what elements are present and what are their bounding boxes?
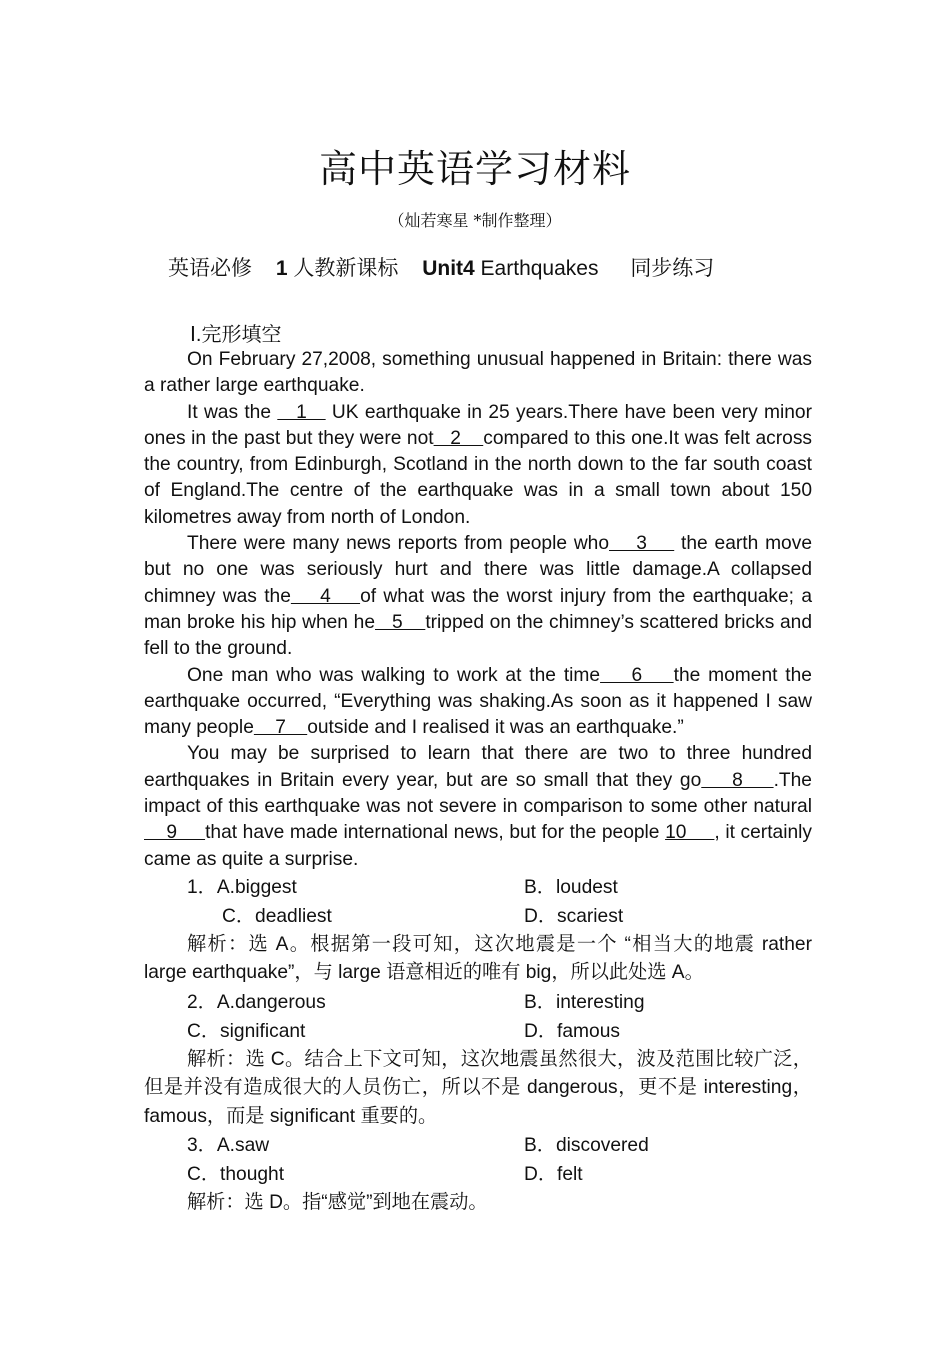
question-2-options-row-1 <box>144 988 812 1017</box>
question-3-explanation: 解析：选 D。指“感觉”到地在震动。 <box>187 1192 488 1214</box>
blank-5: 5 <box>375 611 426 633</box>
subtitle-edition: 人教新课标 <box>287 257 399 280</box>
passage-paragraph-2 <box>144 400 812 531</box>
option-2b: B．interesting <box>524 991 645 1013</box>
cloze-body <box>144 347 812 1218</box>
question-1-options-row-1 <box>144 873 812 902</box>
option-3c: C．thought <box>187 1164 285 1186</box>
question-1-explanation: 解析：选 A。根据第一段可知，这次地震是一个 “相当大的地震 rather large earthquake”，与 large 语意相近的唯有 big，所以此处选 A。 <box>144 933 812 984</box>
blank-3: 3 <box>609 533 675 555</box>
passage-text: One man who was walking to work at the time <box>187 664 601 686</box>
passage-text: You may be surprised to learn that there are two to three hundred earthquakes in Britain every year, but are so small that they go <box>144 743 812 791</box>
passage-paragraph-4 <box>144 663 812 742</box>
blank-9: 9 <box>144 822 206 844</box>
subtitle-volume: 1 <box>275 257 288 280</box>
passage-text: .The impact of this earthquake was not severe in comparison to some other natural <box>144 769 812 818</box>
option-1b: B．loudest <box>524 876 618 898</box>
passage-text: , it certainly came as quite a surprise. <box>144 822 812 870</box>
question-2-options-row-2 <box>144 1017 812 1046</box>
option-3d: D．felt <box>524 1164 583 1186</box>
passage-text: that have made international news, but for the people <box>205 822 666 844</box>
option-3b: B．discovered <box>524 1135 649 1157</box>
passage-paragraph-3 <box>144 531 812 662</box>
blank-4: 4 <box>290 585 361 607</box>
passage-text: of what was the worst injury from the earthquake; a man broke his hip when he <box>144 585 812 633</box>
document-title: 高中英语学习材料 <box>318 147 631 191</box>
option-3a: 3．A.saw <box>187 1135 270 1157</box>
passage-text: There were many news reports from people who <box>187 533 610 555</box>
lesson-subtitle <box>168 252 714 282</box>
option-2d: D．famous <box>524 1020 620 1042</box>
option-1d: D．scariest <box>524 905 624 927</box>
subtitle-course: 英语必修 <box>168 257 252 280</box>
passage-text: outside and I realised it was an earthquake.” <box>307 717 684 739</box>
subtitle-unit: Unit4 <box>422 257 475 280</box>
passage-text: the moment the earthquake occurred, “Everything was shaking.As soon as it happened I saw many people <box>144 664 812 739</box>
question-3-options-row-2 <box>144 1160 812 1189</box>
option-2a: 2．A.dangerous <box>187 991 326 1013</box>
question-3-options-row-1 <box>144 1131 812 1160</box>
passage-text: tripped on the chimney’s scattered bricks and fell to the ground. <box>144 611 812 660</box>
blank-10: 10 <box>665 822 715 844</box>
passage-text: UK earthquake in 25 years.There have been very minor ones in the past but they were not <box>144 401 812 449</box>
option-1c: C．deadliest <box>222 905 332 927</box>
question-1-options-row-2 <box>144 902 812 931</box>
subtitle-unit-name: Earthquakes <box>474 257 599 280</box>
question-2-explanation: 解析：选 C。结合上下文可知，这次地震虽然很大，波及范围比较广泛，但是并没有造成很大的人员伤亡，所以不是 dangerous，更不是 interesting，famous，而是 significant 重要的。 <box>144 1048 812 1127</box>
passage-text: It was the <box>187 401 278 423</box>
blank-1: 1 <box>277 401 326 423</box>
blank-2: 2 <box>433 427 484 449</box>
blank-8: 8 <box>701 769 774 791</box>
option-1a: 1．A.biggest <box>187 876 297 898</box>
option-2c: C．significant <box>187 1020 306 1042</box>
passage-paragraph-5 <box>144 741 812 872</box>
blank-7: 7 <box>253 717 308 739</box>
blank-6: 6 <box>600 664 674 686</box>
subtitle-practice: 同步练习 <box>630 257 715 280</box>
passage-text: the earth move but no one was seriously hurt and there was little damage.A collapsed chimney was the <box>144 533 812 607</box>
section-heading: Ⅰ.完形填空 <box>190 324 282 346</box>
credit-line: （灿若寒星 *制作整理） <box>388 211 562 230</box>
passage-text: compared to this one.It was felt across the country, from Edinburgh, Scotland in the north down to the far south coast of England.The centre of the earthquake was in a small town about 150 kilometres away from north of London. <box>144 427 813 528</box>
passage-paragraph-1: On February 27,2008, something unusual happened in Britain: there was a rather large earthquake. <box>144 349 812 397</box>
